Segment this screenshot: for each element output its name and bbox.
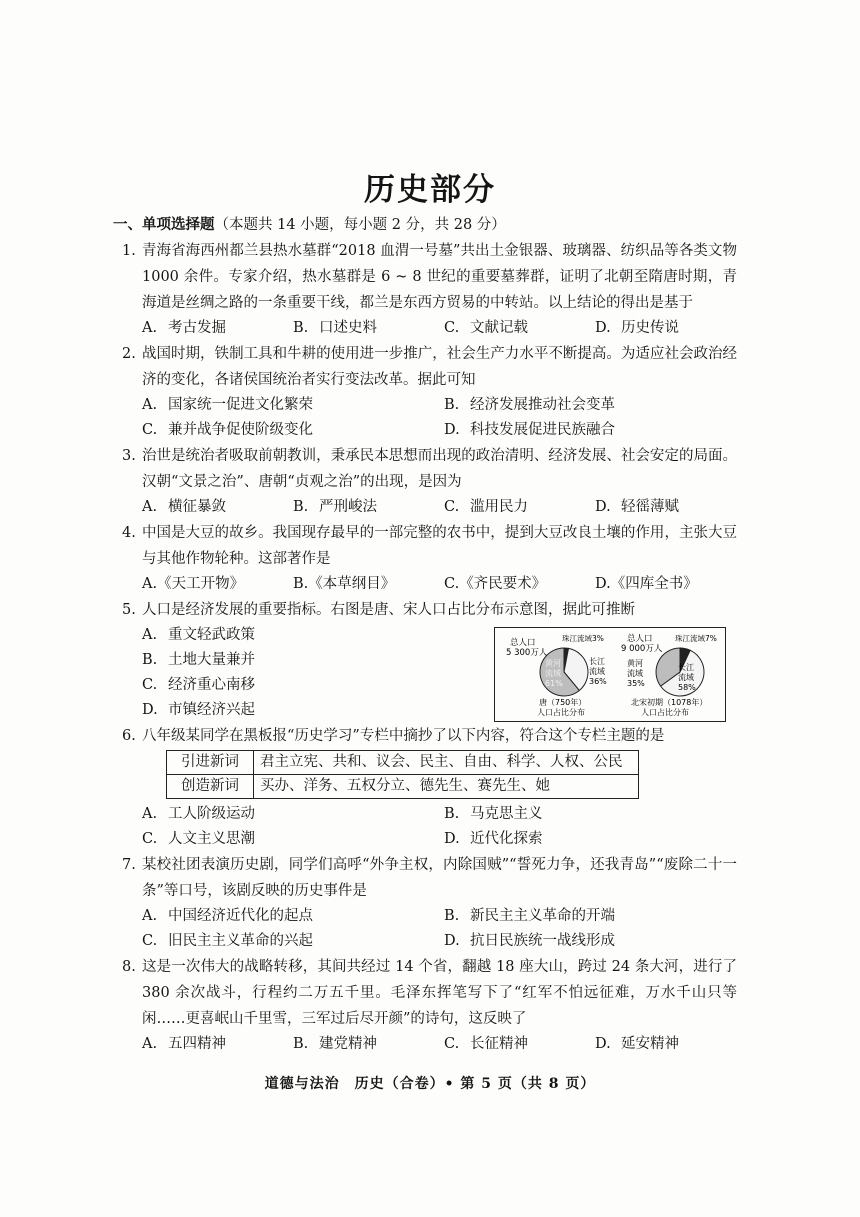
option-d [444,418,737,443]
page-title: 历史部分 [364,172,496,208]
table-value-cell: 买办、洋务、五权分立、德先生、赛先生、她 [254,775,639,799]
question-stem: 某校社团表演历史剧，同学们高呼“外争主权，内除国贼”“誓死力争，还我青岛”“废除二十一条”等口号，该剧反映的历史事件是 [142,857,737,899]
option-c [142,929,444,954]
question-4 [122,520,737,597]
option-letter: D. [444,933,460,949]
option-text: 严刑峻法 [319,499,377,515]
option-a [142,623,494,648]
section-heading [113,212,737,238]
option-letter: A. [142,576,158,592]
option-text: 滥用民力 [470,499,528,515]
option-text: 土地大量兼并 [168,652,255,668]
option-text: 文献记载 [470,320,528,336]
option-letter: D. [595,1036,611,1052]
options [122,1032,737,1057]
tang-huanghe-label-3: 61% [545,679,563,688]
question-7 [122,852,737,954]
option-letter: B. [293,1036,309,1052]
option-letter: A. [142,320,158,336]
tang-total-value: 5 300万人 [506,648,548,658]
song-changjiang-label-2: 流域 [678,673,694,682]
option-b [293,572,444,597]
section-heading-note: （本题共 14 小题，每小题 2 分，共 28 分） [214,217,506,233]
option-letter: D. [444,422,460,438]
option-letter: C. [444,1036,460,1052]
option-letter: D. [595,320,611,336]
option-letter: A. [142,1036,158,1052]
option-letter: D. [595,499,611,515]
option-letter: A. [142,397,158,413]
question-8 [122,954,737,1057]
option-c [142,673,494,698]
question-stem: 治世是统治者吸取前朝教训，秉承民本思想而出现的政治清明、经济发展、社会安定的局面。汉朝“文景之治”、唐朝“贞观之治”的出现，是因为 [142,448,737,490]
option-text: 中国经济近代化的起点 [168,908,313,924]
question-number: 2. [122,346,136,362]
tang-changjiang-label-3: 36% [589,677,607,686]
song-huanghe-label-1: 黄河 [627,659,643,668]
option-letter: A. [142,499,158,515]
option-letter: C. [444,320,460,336]
option-text: 《齐民要术》 [459,576,547,592]
population-pie-svg [495,628,725,720]
question-5 [122,597,737,723]
option-text: 工人阶级运动 [168,806,255,822]
option-a [142,393,444,418]
song-caption-2: 人口占比分布 [641,708,689,717]
option-b [444,393,737,418]
option-letter: B. [142,652,158,668]
question-stem: 八年级某同学在黑板报“历史学习”专栏中摘抄了以下内容，符合这个专栏主题的是 [142,728,665,744]
option-b [444,904,737,929]
table-row [167,751,639,775]
option-d [142,698,494,723]
option-text: 旧民主主义革命的兴起 [168,933,313,949]
option-letter: C. [142,831,158,847]
option-text: 兼并战争促使阶级变化 [168,422,313,438]
table-head-cell: 引进新词 [167,751,254,775]
option-d [595,495,737,520]
option-text: 近代化探索 [470,831,543,847]
option-text: 人文主义思潮 [168,831,255,847]
options [122,393,737,443]
option-text: 国家统一促进文化繁荣 [168,397,313,413]
options [122,623,494,723]
song-total-label: 总人口 [627,634,653,644]
song-huanghe-label-2: 流域 [627,669,643,678]
option-a [142,904,444,929]
tang-huanghe-label-1: 黄河 [545,659,561,668]
question-number: 5. [122,602,136,618]
song-caption-1: 北宋初期（1078年） [631,698,708,707]
question-number: 6. [122,728,136,744]
option-letter: D. [142,702,158,718]
option-a [142,802,444,827]
question-number: 8. [122,959,136,975]
option-letter: A. [142,627,158,643]
option-letter: C. [142,677,158,693]
question-list [113,212,737,1057]
option-letter: B. [293,576,309,592]
page-footer: 道德与法治 历史（合卷）• 第 5 页（共 8 页） [264,1076,596,1092]
option-c [142,418,444,443]
option-b [142,648,494,673]
option-letter: B. [444,806,460,822]
question-number: 3. [122,448,136,464]
section-heading-label: 一、单项选择题 [113,217,215,233]
option-text: 经济重心南移 [168,677,255,693]
option-text: 市镇经济兴起 [168,702,255,718]
question-stem: 人口是经济发展的重要指标。右图是唐、宋人口占比分布示意图，据此可推断 [142,602,635,618]
option-text: 延安精神 [621,1036,679,1052]
option-c [444,495,595,520]
options [122,572,737,597]
tang-caption-2: 人口占比分布 [537,708,585,717]
option-c [444,572,595,597]
song-changjiang-label-1: 长江 [678,663,694,672]
question-stem: 这是一次伟大的战略转移，其间共经过 14 个省，翻越 18 座大山，跨过 24 条大河，进行了 380 余次战斗，行程约二万五千里。毛泽东挥笔写下了“红军不怕远征难，万水千山只等闲……更喜岷山千里雪，三军过后尽开颜”的诗句，这反映了 [142,959,737,1027]
option-text: 马克思主义 [470,806,543,822]
option-text: 建党精神 [319,1036,377,1052]
song-changjiang-label-3: 58% [678,683,696,692]
question-number: 1. [122,243,136,259]
population-pie-figure [494,627,726,722]
option-letter: B. [444,397,460,413]
option-c [142,827,444,852]
option-a [142,572,293,597]
option-text: 科技发展促进民族融合 [470,422,615,438]
song-total-value: 9 000万人 [621,644,663,654]
table-row [167,775,639,799]
option-b [444,802,737,827]
tang-total-label: 总人口 [510,638,536,648]
option-letter: C. [142,933,158,949]
option-letter: D. [595,576,611,592]
option-c [444,316,595,341]
question-6 [122,723,737,852]
option-d [595,1032,737,1057]
option-letter: A. [142,908,158,924]
option-d [444,827,737,852]
option-letter: B. [444,908,460,924]
options [122,316,737,341]
question-stem: 战国时期，铁制工具和牛耕的使用进一步推广，社会生产力水平不断提高。为适应社会政治经济的变化，各诸侯国统治者实行变法改革。据此可知 [142,346,737,388]
option-text: 横征暴敛 [168,499,226,515]
options [122,904,737,954]
option-text: 《四库全书》 [610,576,698,592]
question-number: 7. [122,857,136,873]
option-d [444,929,737,954]
option-b [293,495,444,520]
option-text: 《天工开物》 [157,576,245,592]
option-d [595,572,737,597]
option-b [293,1032,444,1057]
question-number: 4. [122,525,136,541]
table-value-cell: 君主立宪、共和、议会、民主、自由、科学、人权、公民 [254,751,639,775]
question-3 [122,443,737,520]
option-text: 长征精神 [470,1036,528,1052]
option-letter: C. [444,576,460,592]
question-stem: 中国是大豆的故乡。我国现存最早的一部完整的农书中，提到大豆改良土壤的作用，主张大豆与其他作物轮种。这部著作是 [142,525,737,567]
song-zhujiang-label: 珠江流域7% [675,634,717,643]
option-text: 重文轻武政策 [168,627,255,643]
table-head-cell: 创造新词 [167,775,254,799]
option-letter: C. [142,422,158,438]
option-letter: C. [444,499,460,515]
word-table [166,750,639,799]
option-text: 考古发掘 [168,320,226,336]
option-b [293,316,444,341]
tang-huanghe-label-2: 流域 [545,669,561,678]
option-letter: B. [293,499,309,515]
option-a [142,495,293,520]
option-letter: D. [444,831,460,847]
tang-zhujiang-label: 珠江流域3% [562,634,604,643]
option-text: 经济发展推动社会变革 [470,397,615,413]
question-2 [122,341,737,443]
tang-changjiang-label-1: 长江 [589,657,605,666]
tang-caption-1: 唐（750年） [539,698,587,707]
option-text: 《本草纲目》 [308,576,396,592]
option-text: 五四精神 [168,1036,226,1052]
option-text: 历史传说 [621,320,679,336]
tang-changjiang-label-2: 流域 [589,667,605,676]
option-d [595,316,737,341]
option-text: 新民主主义革命的开端 [470,908,615,924]
option-a [142,1032,293,1057]
option-text: 轻徭薄赋 [621,499,679,515]
options [122,495,737,520]
option-text: 口述史料 [319,320,377,336]
option-text: 抗日民族统一战线形成 [470,933,615,949]
option-c [444,1032,595,1057]
option-a [142,316,293,341]
option-letter: A. [142,806,158,822]
option-letter: B. [293,320,309,336]
question-1 [122,238,737,341]
options [122,802,737,852]
question-stem: 青海省海西州都兰县热水墓群“2018 血渭一号墓”共出土金银器、玻璃器、纺织品等各类文物 1000 余件。专家介绍，热水墓群是 6 ~ 8 世纪的重要墓葬群，证明了北朝至隋唐时期，青海道是丝绸之路的一条重要干线，都兰是东西方贸易的中转站。以上结论的得出是基于 [142,243,737,311]
song-huanghe-label-3: 35% [627,679,645,688]
